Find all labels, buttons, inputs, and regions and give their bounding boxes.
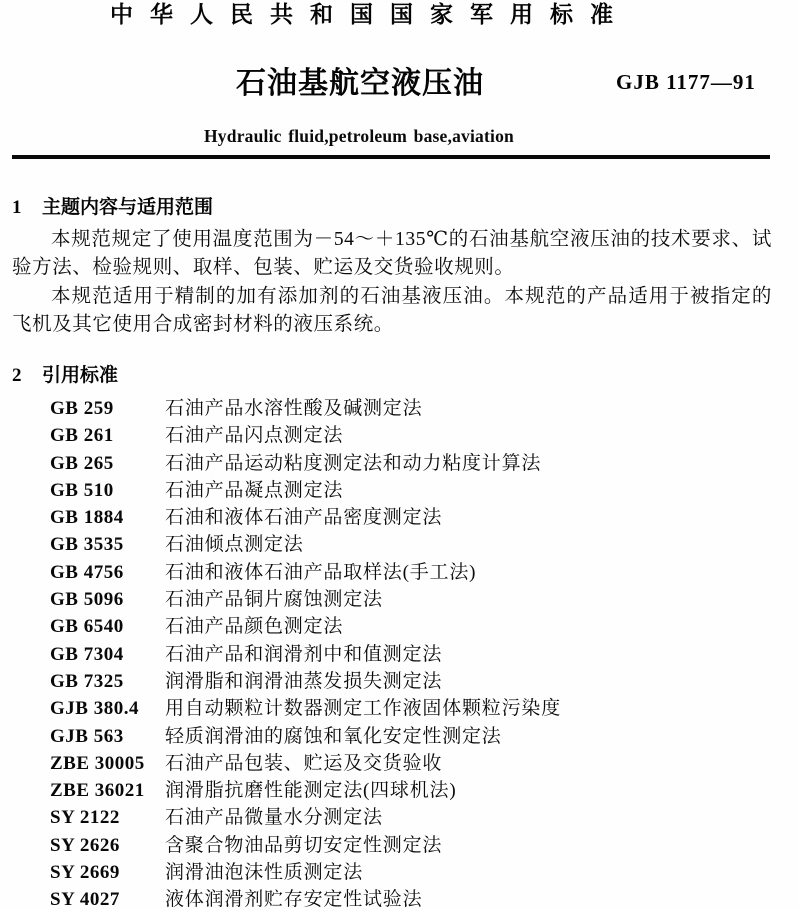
reference-title: 石油产品微量水分测定法	[165, 807, 383, 829]
english-subtitle: Hydraulic fluid,petroleum base,aviation	[204, 126, 514, 146]
reference-title: 石油产品颜色测定法	[165, 616, 344, 638]
reference-row	[50, 613, 780, 640]
reference-code: SY 2669	[50, 862, 120, 884]
reference-code: GB 7325	[50, 670, 124, 692]
reference-row	[50, 641, 780, 668]
reference-title: 石油产品运动粘度测定法和动力粘度计算法	[165, 452, 542, 474]
reference-row	[50, 695, 780, 722]
reference-row	[50, 750, 780, 777]
reference-code: GB 261	[50, 425, 114, 447]
document-title: 石油基航空液压油	[236, 66, 484, 101]
reference-title: 石油产品包装、贮运及交货验收	[165, 752, 443, 774]
reference-title: 石油产品和润滑剂中和值测定法	[165, 643, 443, 665]
reference-row	[50, 395, 780, 422]
reference-code: GB 510	[50, 479, 114, 501]
reference-row	[50, 504, 780, 531]
reference-code: GB 4756	[50, 561, 124, 583]
reference-code: GJB 380.4	[50, 698, 139, 720]
reference-title: 润滑油泡沫性质测定法	[165, 862, 364, 884]
reference-code: GB 265	[50, 452, 114, 474]
reference-title: 石油和液体石油产品密度测定法	[165, 507, 443, 529]
reference-row	[50, 859, 780, 886]
reference-title: 润滑脂和润滑油蒸发损失测定法	[165, 670, 443, 692]
reference-code: GJB 563	[50, 725, 124, 747]
reference-row	[50, 832, 780, 859]
reference-list	[50, 395, 780, 914]
reference-row	[50, 477, 780, 504]
section1-body	[12, 226, 772, 340]
section1-number: 1	[12, 197, 22, 218]
reference-title: 石油产品铜片腐蚀测定法	[165, 589, 383, 611]
reference-title: 石油和液体石油产品取样法(手工法)	[165, 561, 477, 583]
reference-code: ZBE 36021	[50, 780, 145, 802]
reference-code: SY 4027	[50, 889, 120, 911]
reference-title: 液体润滑剂贮存安定性试验法	[165, 889, 423, 911]
reference-row	[50, 777, 780, 804]
reference-row	[50, 723, 780, 750]
reference-code: GB 3535	[50, 534, 124, 556]
section1-heading-row	[12, 192, 213, 219]
reference-code: SY 2122	[50, 807, 120, 829]
section2-number: 2	[12, 365, 22, 386]
reference-title: 用自动颗粒计数器测定工作液固体颗粒污染度	[165, 698, 562, 720]
standard-number: GJB 1177—91	[616, 70, 756, 94]
reference-title: 石油产品凝点测定法	[165, 479, 344, 501]
horizontal-rule	[12, 155, 770, 159]
reference-code: GB 5096	[50, 589, 124, 611]
reference-code: ZBE 30005	[50, 752, 145, 774]
reference-row	[50, 668, 780, 695]
reference-code: GB 259	[50, 398, 114, 419]
reference-code: GB 1884	[50, 507, 124, 529]
reference-title: 石油产品闪点测定法	[165, 425, 344, 447]
reference-row	[50, 559, 780, 586]
reference-title: 润滑脂抗磨性能测定法(四球机法)	[165, 780, 457, 802]
reference-row	[50, 804, 780, 831]
section1-paragraph-2: 本规范适用于精制的加有添加剂的石油基液压油。本规范的产品适用于被指定的飞机及其它使用合成密封材料的液压系统。	[12, 285, 772, 336]
section2-heading: 引用标准	[42, 364, 119, 386]
reference-row	[50, 586, 780, 613]
masthead-title: 中华人民共和国国家军用标准	[110, 2, 630, 28]
reference-title: 石油倾点测定法	[165, 534, 304, 556]
reference-row	[50, 531, 780, 558]
reference-code: GB 7304	[50, 643, 124, 665]
reference-title: 含聚合物油品剪切安定性测定法	[165, 834, 443, 856]
reference-code: GB 6540	[50, 616, 124, 638]
section2-heading-row	[12, 360, 118, 387]
section1-heading: 主题内容与适用范围	[42, 196, 214, 218]
reference-title: 石油产品水溶性酸及碱测定法	[165, 398, 423, 419]
reference-row	[50, 450, 780, 477]
section1-paragraph-1: 本规范规定了使用温度范围为－54～＋135℃的石油基航空液压油的技术要求、试验方法、检验规则、取样、包装、贮运及交货验收规则。	[12, 229, 772, 279]
reference-row	[50, 422, 780, 449]
reference-code: SY 2626	[50, 834, 120, 856]
reference-row	[50, 886, 780, 913]
reference-title: 轻质润滑油的腐蚀和氧化安定性测定法	[165, 725, 502, 747]
